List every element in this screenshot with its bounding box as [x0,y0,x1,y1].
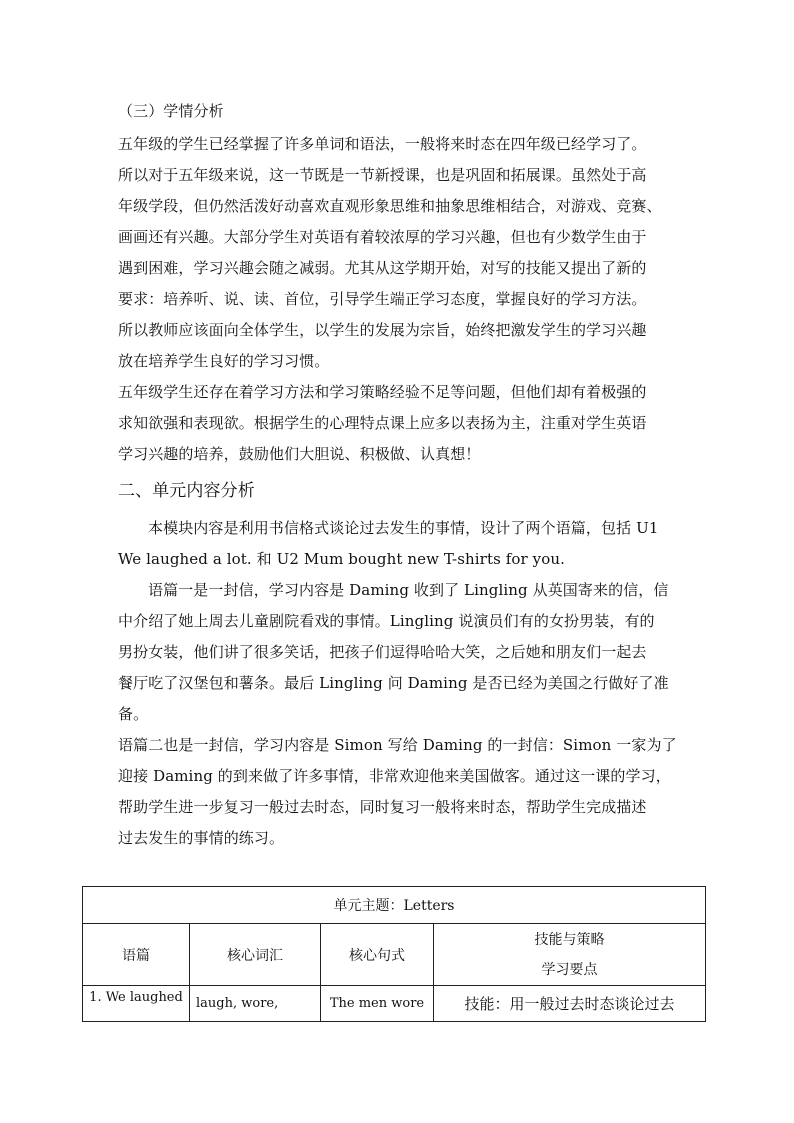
table-cell: laugh, wore, [190,986,321,1022]
table-header-skills-line2: 学习要点 [541,961,598,978]
paragraph-line: 五年级的学生已经掌握了许多单词和语法，一般将来时态在四年级已经学习了。 [118,135,647,153]
table-header-skills-line1: 技能与策略 [534,931,605,948]
paragraph-line: 学习兴趣的培养，鼓励他们大胆说、积极做、认真想！ [118,445,481,463]
paragraph-line: 语篇一是一封信，学习内容是 Daming 收到了 Lingling 从英国寄来的信，信 [148,581,669,599]
table-cell: 1. We laughed [83,986,190,1022]
paragraph-line: 语篇二也是一封信，学习内容是 Simon 写给 Daming 的一封信：Simon 一家为了 [118,736,677,754]
paragraph-line: 所以对于五年级来说，这一节既是一节新授课，也是巩固和拓展课。虽然处于高 [118,166,647,184]
paragraph-line: 五年级学生还存在着学习方法和学习策略经验不足等问题，但他们却有着极强的 [118,383,647,401]
paragraph-line: 所以教师应该面向全体学生，以学生的发展为宗旨，始终把激发学生的学习兴趣 [118,321,647,339]
paragraph-line: 男扮女装，他们讲了很多笑话，把孩子们逗得哈哈大笑，之后她和朋友们一起去 [118,643,647,661]
paragraph-line: 求知欲强和表现欲。根据学生的心理特点课上应多以表扬为主，注重对学生英语 [118,414,647,432]
paragraph-line: 遇到困难，学习兴趣会随之减弱。尤其从这学期开始，对写的技能又提出了新的 [118,259,647,277]
paragraph-line: 画画还有兴趣。大部分学生对英语有着较浓厚的学习兴趣，但也有少数学生由于 [118,228,647,246]
paragraph-line: 要求：培养听、说、读、首位，引导学生端正学习态度，掌握良好的学习方法。 [118,290,647,308]
section-heading-unit-analysis: 二、单元内容分析 [118,481,255,501]
paragraph-line: 中介绍了她上周去儿童剧院看戏的事情。Lingling 说演员们有的女扮男装，有的 [118,612,655,630]
table-header-skills [434,924,706,986]
paragraph-line: 年级学段，但仍然活泼好动喜欢直观形象思维和抽象思维相结合，对游戏、竞赛、 [118,197,662,215]
section-heading-learner-analysis: （三）学情分析 [118,102,224,120]
table-header-vocab: 核心词汇 [190,924,321,986]
paragraph-line: We laughed a lot. 和 U2 Mum bought new T-shirts for you. [118,550,565,568]
paragraph-line: 餐厅吃了汉堡包和薯条。最后 Lingling 问 Daming 是否已经为美国之行做好了准 [118,674,669,692]
table-title: 单元主题：Letters [83,887,706,924]
paragraph-line: 本模块内容是利用书信格式谈论过去发生的事情，设计了两个语篇，包括 U1 [148,519,659,537]
table-header-text: 语篇 [83,924,190,986]
paragraph-line: 迎接 Daming 的到来做了许多事情，非常欢迎他来美国做客。通过这一课的学习， [118,767,671,785]
paragraph-line: 放在培养学生良好的学习习惯。 [118,352,330,370]
paragraph-line: 备。 [118,705,149,723]
table-cell: 技能：用一般过去时态谈论过去 [434,986,706,1022]
paragraph-line: 帮助学生进一步复习一般过去时态，同时复习一般将来时态，帮助学生完成描述 [118,798,647,816]
table-cell: The men wore [321,986,434,1022]
paragraph-line: 过去发生的事情的练习。 [118,829,285,847]
unit-table [82,886,706,1022]
table-header-sentence: 核心句式 [321,924,434,986]
